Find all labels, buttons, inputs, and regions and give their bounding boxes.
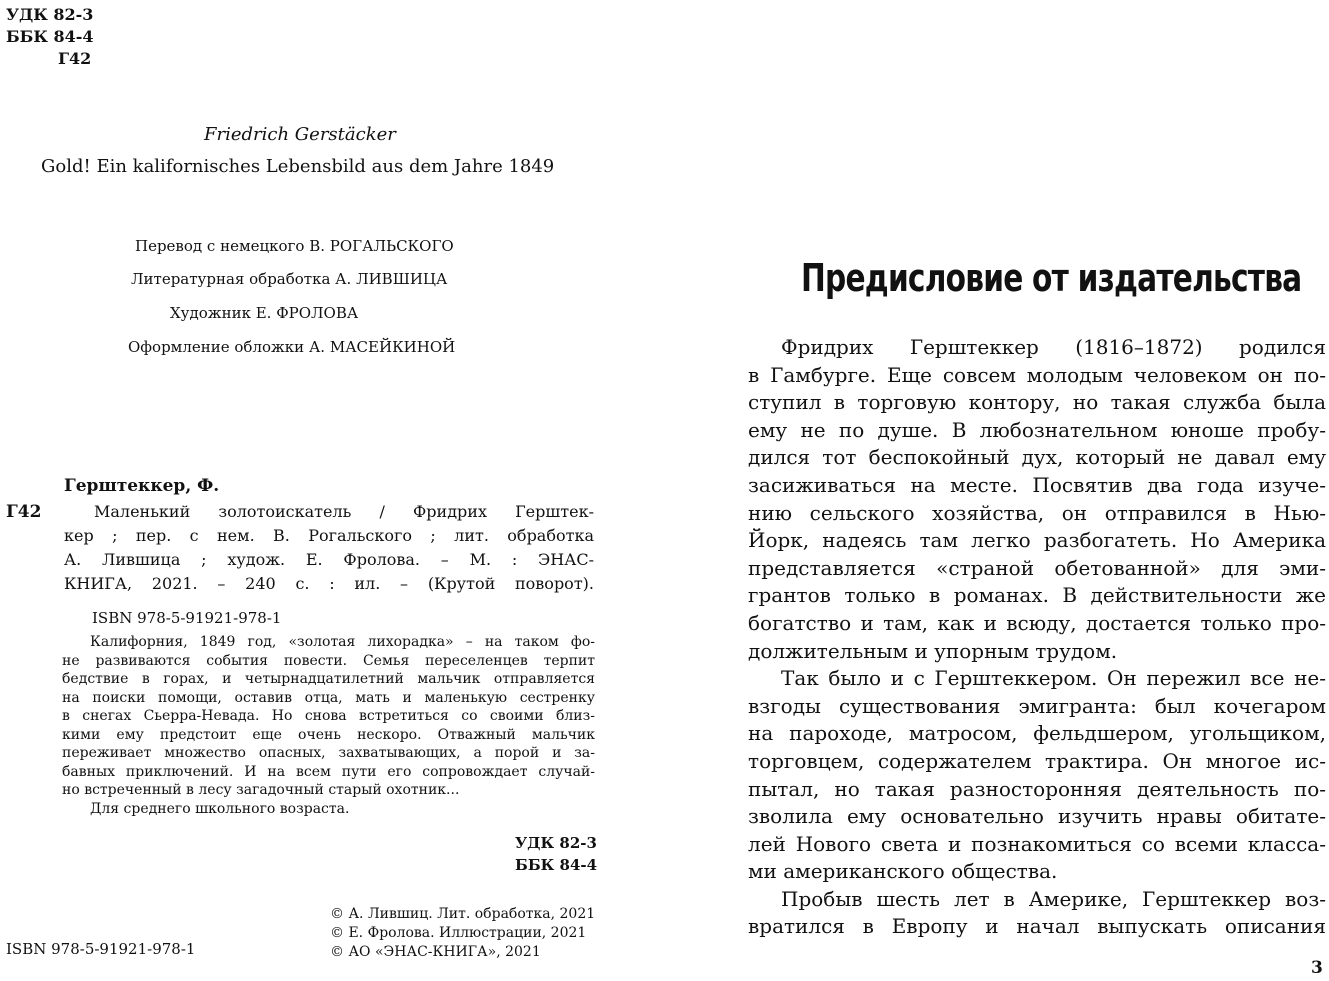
bibliographic-description: [64, 500, 594, 596]
annotation: [62, 633, 595, 818]
preface-line: Йорк, надеясь там легко разбогатеть. Но Америка: [748, 528, 1326, 553]
preface-line: засиживаться на месте. Посвятив два года изуче-: [748, 472, 1326, 497]
catalog-author-mark: Г42: [6, 502, 42, 522]
biblio-line: кер ; пер. с нем. В. Рогальского ; лит. обработка: [64, 526, 594, 545]
preface-line: ступил в торговую контору, но такая служба была: [748, 390, 1326, 415]
preface-line: пытал, но такая разносторонняя деятельность по-: [748, 776, 1326, 801]
credit-cover-designer: Оформление обложки А. МАСЕЙКИНОЙ: [128, 338, 456, 356]
annotation-line: бедствие в горах, и четырнадцатилетний мальчик отправляется: [62, 671, 595, 687]
biblio-line: А. Лившица ; худож. Е. Фролова. – М. : ЭНАС-: [64, 550, 594, 569]
original-title: Gold! Ein kalifornisches Lebensbild aus dem Jahre 1849: [41, 156, 555, 177]
catalog-udk: УДК 82-3: [515, 834, 597, 852]
top-classification-codes: [6, 4, 94, 70]
annotation-line: но встреченный в лесу загадочный старый охотник...: [62, 782, 460, 798]
preface-line: дился тот беспокойный дух, который не давал ему: [748, 445, 1326, 470]
isbn-bottom: ISBN 978-5-91921-978-1: [6, 940, 196, 958]
preface-line: в Гамбурге. Еще совсем молодым человеком он по-: [748, 362, 1326, 387]
preface-line: Пробыв шесть лет в Америке, Герштеккер воз-: [781, 886, 1326, 911]
annotation-line: на поиски помощи, оставив отца, мать и маленькую сестренку: [62, 689, 595, 706]
preface-paragraph-3: [748, 886, 1326, 941]
catalog-classification-codes: [515, 832, 597, 876]
preface-paragraph-2: [748, 665, 1326, 886]
annotation-line: Калифорния, 1849 год, «золотая лихорадка» – на таком фо-: [90, 634, 595, 650]
audience-note: Для среднего школьного возраста.: [90, 800, 350, 817]
credit-illustrator: Художник Е. ФРОЛОВА: [170, 304, 359, 322]
biblio-line: Маленький золотоискатель / Фридрих Герштек-: [94, 502, 594, 521]
catalog-author: Герштеккер, Ф.: [64, 476, 220, 496]
catalog-bbk: ББК 84-4: [515, 856, 598, 874]
preface-heading: Предисловие от издательства: [801, 256, 1302, 300]
preface-line: должительным и упорным трудом.: [748, 638, 1118, 663]
preface-line: грантов только в романах. В действительности же: [748, 583, 1326, 608]
copyright-line: © Е. Фролова. Иллюстрации, 2021: [330, 925, 587, 941]
copyright-block: [330, 905, 595, 962]
annotation-line: в снегах Сьерра-Невада. Но снова встретиться со своими близ-: [62, 708, 595, 724]
original-author: Friedrich Gerstäcker: [204, 124, 396, 145]
page-number: 3: [1311, 958, 1323, 978]
annotation-line: не развиваются события повести. Семья переселенцев терпит: [62, 652, 595, 669]
preface-line: представляется «страной обетованной» для эми-: [748, 555, 1326, 580]
preface-line: взгоды существования эмигранта: был кочегаром: [748, 693, 1326, 718]
preface-line: нию сельского хозяйства, он отправился в Нью-: [748, 500, 1326, 525]
annotation-line: переживает множество опасных, захватывающих, а порой и за-: [62, 745, 595, 761]
bbk-code: ББК 84-4: [6, 27, 94, 46]
copyright-line: © А. Лившиц. Лит. обработка, 2021: [330, 906, 596, 922]
author-mark-code: Г42: [58, 49, 92, 68]
preface-line: на пароходе, матросом, фельдшером, угольщиком,: [748, 721, 1326, 746]
credit-translator: Перевод с немецкого В. РОГАЛЬСКОГО: [135, 237, 454, 255]
catalog-isbn: ISBN 978-5-91921-978-1: [92, 609, 282, 627]
preface-line: торговцем, содержателем трактира. Он многое ис-: [748, 748, 1326, 773]
credit-literary-editor: Литературная обработка А. ЛИВШИЦА: [131, 270, 448, 288]
preface-line: вратился в Европу и начал выпускать описания: [748, 914, 1326, 939]
annotation-line: бавных приключений. И на всем пути его сопровождает случай-: [62, 763, 595, 780]
preface-line: богатство и там, как и всюду, достается только про-: [748, 610, 1326, 635]
udk-code: УДК 82-3: [6, 5, 94, 24]
preface-line: Так было и с Герштеккером. Он пережил все не-: [781, 666, 1326, 691]
copyright-line: © АО «ЭНАС-КНИГА», 2021: [330, 944, 541, 960]
preface-body: [748, 334, 1326, 941]
preface-line: ему не по душе. В любознательном юноше пробу-: [748, 417, 1326, 442]
preface-line: зволила ему основательно изучить нравы обитате-: [748, 804, 1326, 829]
preface-line: Фридрих Герштеккер (1816–1872) родился: [781, 335, 1326, 359]
preface-line: ми американского общества.: [748, 859, 1058, 884]
biblio-line: КНИГА, 2021. – 240 с. : ил. – (Крутой поворот).: [64, 574, 594, 593]
annotation-line: кими ему предстоит еще очень нескоро. Отважный мальчик: [62, 726, 595, 743]
preface-paragraph-1: [748, 334, 1326, 665]
preface-line: лей Нового света и познакомиться со всеми класса-: [748, 831, 1326, 856]
